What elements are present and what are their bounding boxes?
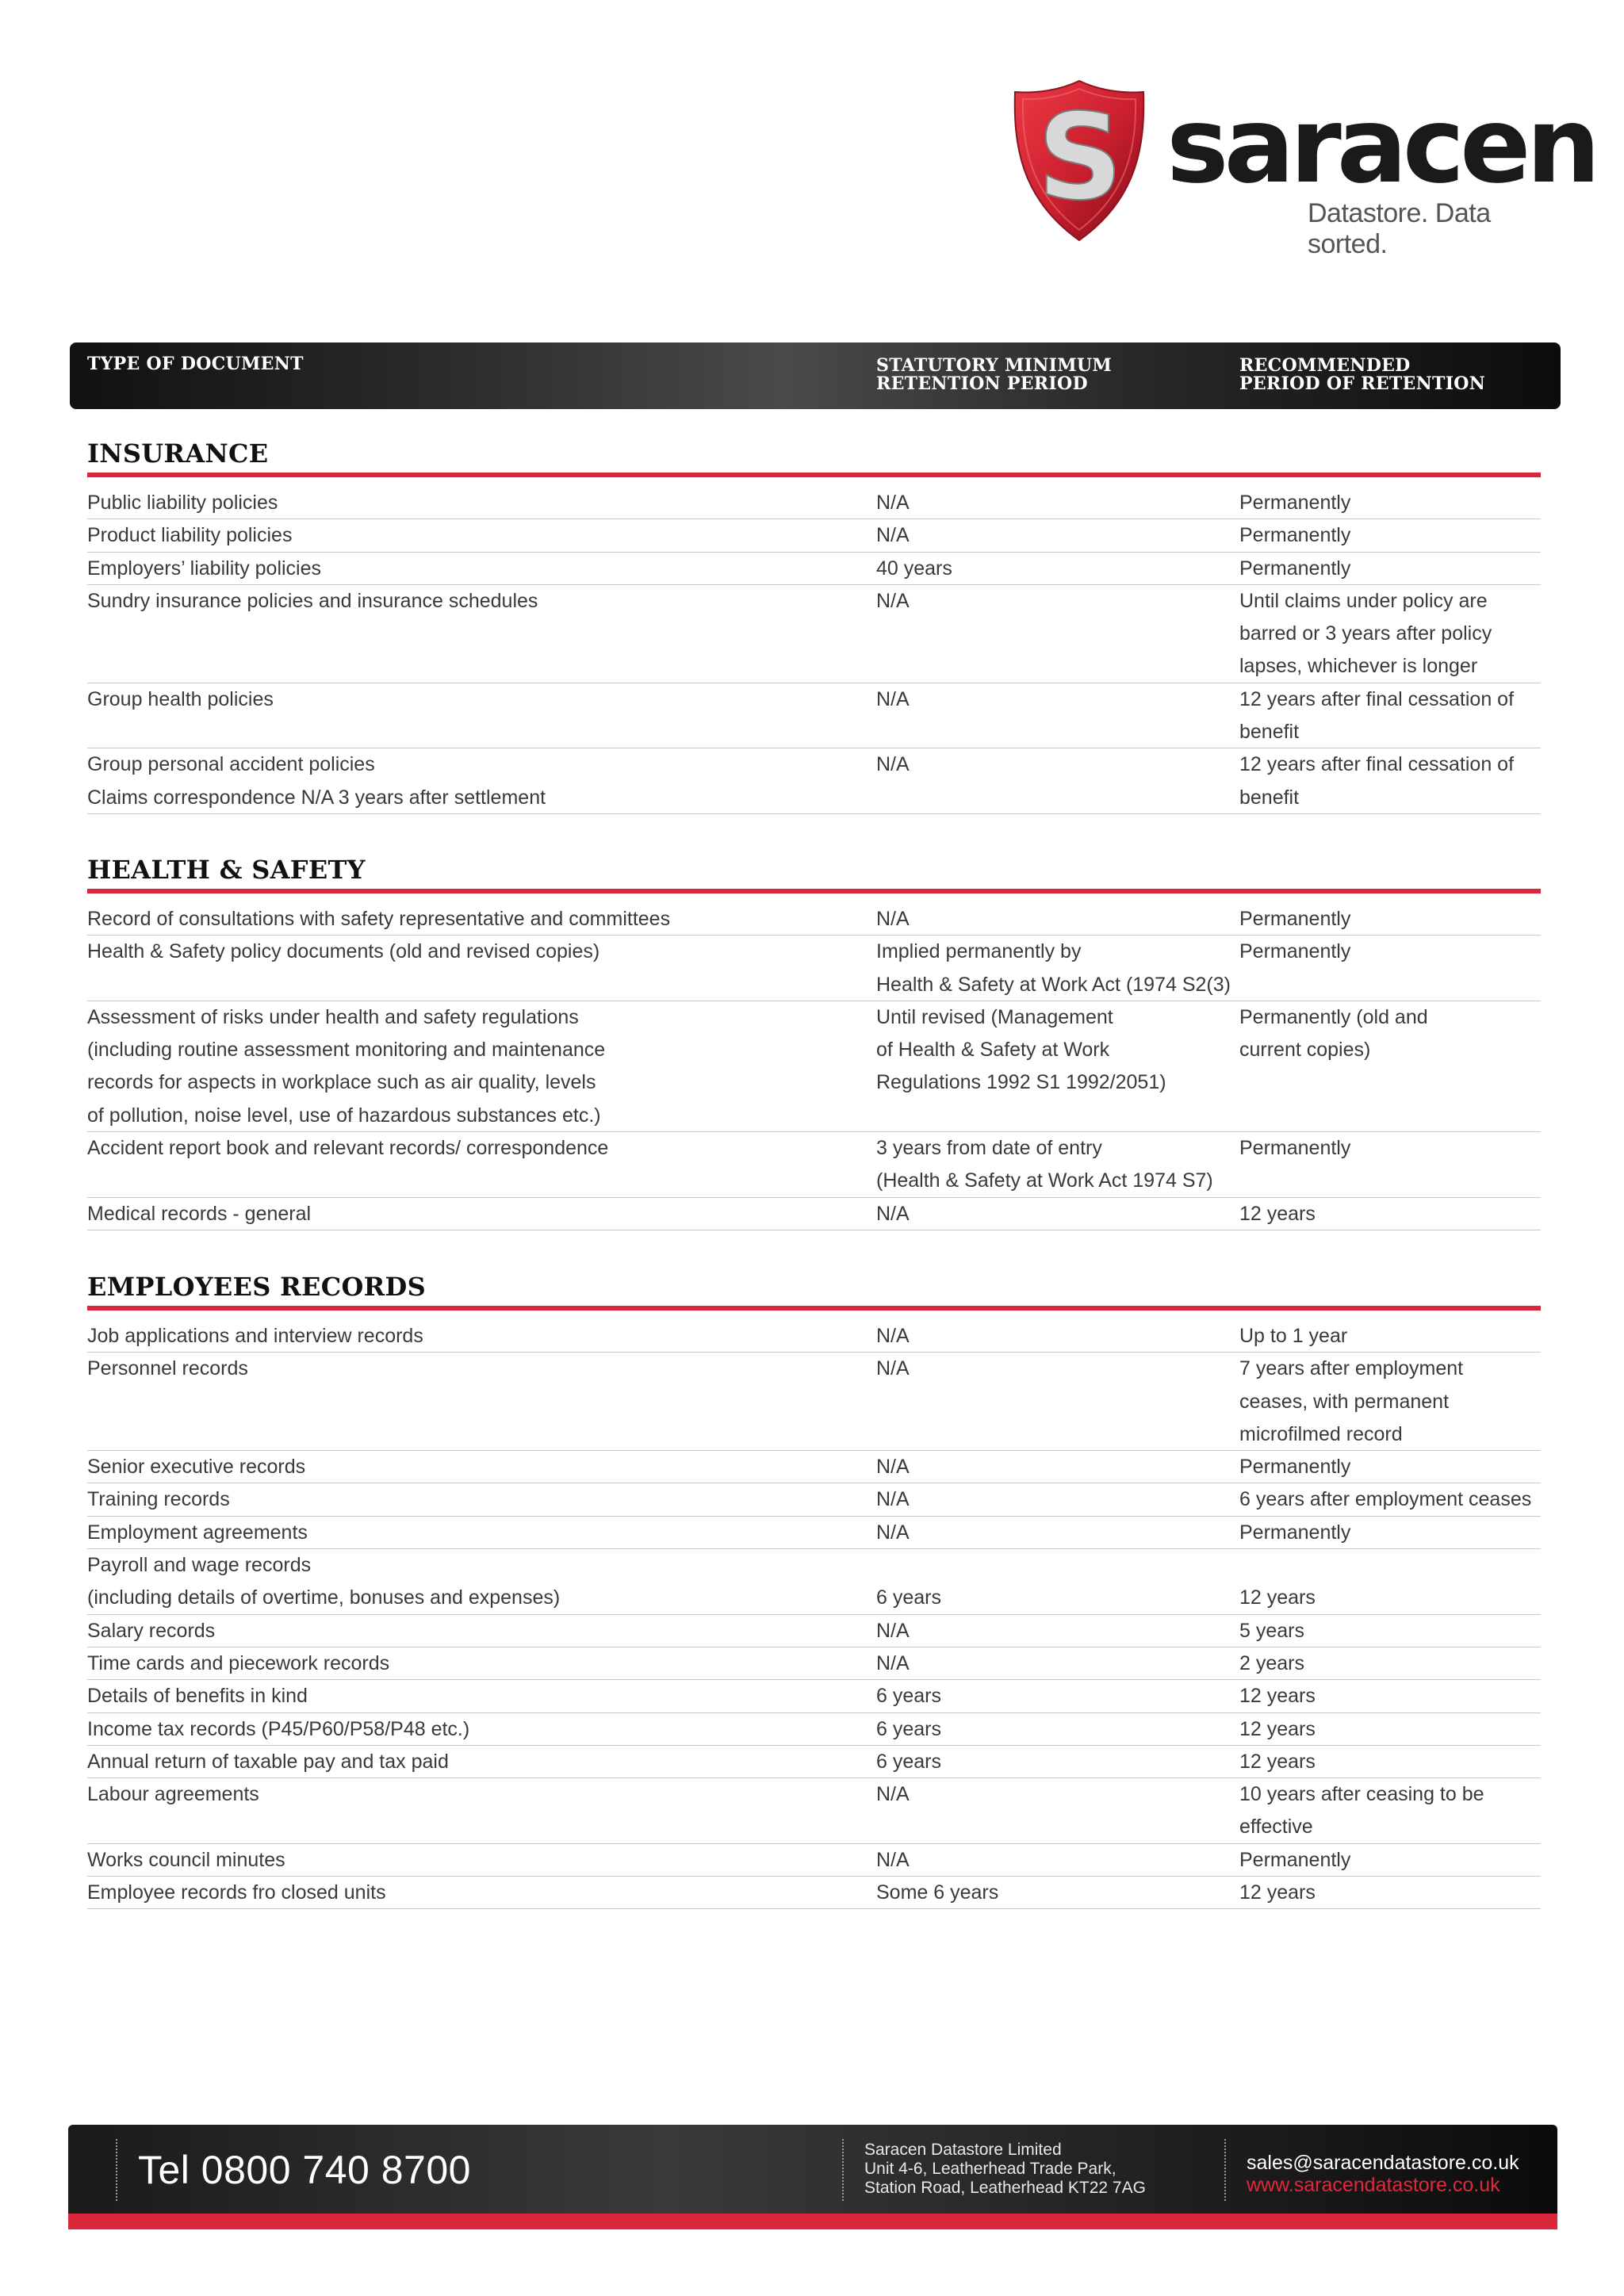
section-title: HEALTH & SAFETY [87,855,366,885]
document-type-cell: Senior executive records [87,1456,306,1479]
document-type-cell: Income tax records (P45/P60/P58/P48 etc.) [87,1717,470,1740]
table-row [87,1198,1541,1230]
table-row [87,1746,1541,1778]
statutory-period-cell: N/A [876,1619,910,1642]
document-type-cell: Sundry insurance policies and insurance schedules [87,589,538,612]
statutory-period-cell: N/A [876,1521,910,1544]
statutory-period-cell: 6 years [876,1750,941,1773]
footer-bar [68,2125,1557,2214]
statutory-period-cell: N/A [876,1357,910,1380]
recommended-period-cell: Permanently [1239,1848,1351,1871]
recommended-period-cell: 12 years [1239,1685,1316,1708]
document-type-cell: Training records [87,1488,230,1511]
statutory-period-cell: 40 years [876,557,952,580]
table-row [87,1778,1541,1844]
document-type-cell: Accident report book and relevant records/ correspondence [87,1137,609,1160]
statutory-period-cell: Implied permanently by Health & Safety at Work Act (1974 S2(3) [876,940,1231,996]
statutory-period-cell: N/A [876,492,910,514]
recommended-period-cell: Permanently [1239,908,1351,930]
recommended-period-cell: 12 years after final cessation of benefit [1239,687,1515,744]
footer-divider [1224,2139,1226,2201]
table-row [87,1713,1541,1746]
section-title: INSURANCE [87,438,269,469]
document-type-cell: Group personal accident policies Claims correspondence N/A 3 years after settlement [87,753,546,809]
recommended-period-cell: Until claims under policy are barred or 3 years after policy lapses, whichever is longer [1239,589,1492,678]
document-type-cell: Works council minutes [87,1848,285,1871]
section-title: EMPLOYEES RECORDS [87,1272,427,1302]
recommended-period-cell: Permanently (old and current copies) [1239,1005,1428,1062]
recommended-period-cell: Permanently [1239,940,1351,963]
document-type-cell: Salary records [87,1619,216,1642]
table-row [87,519,1541,552]
header-type-of-document: TYPE OF DOCUMENT [87,354,304,374]
statutory-period-cell: N/A [876,1202,910,1225]
table-row [87,1320,1541,1353]
statutory-period-cell: Until revised (Management of Health & Safety at Work Regulations 1992 S1 1992/2051) [876,1005,1166,1094]
footer-red-stripe [68,2214,1557,2229]
statutory-period-cell: N/A [876,908,910,930]
recommended-period-cell: Up to 1 year [1239,1325,1348,1347]
recommended-period-cell: Permanently [1239,1137,1351,1160]
table-row [87,1877,1541,1909]
statutory-period-cell: 6 years [876,1586,941,1609]
statutory-period-cell: 6 years [876,1717,941,1740]
footer-telephone[interactable]: Tel 0800 740 8700 [138,2148,471,2192]
document-type-cell: Employee records fro closed units [87,1881,386,1904]
recommended-period-cell: 5 years [1239,1619,1304,1642]
statutory-period-cell: 6 years [876,1685,941,1708]
table-header [70,342,1561,409]
brand-tagline: Datastore. Data sorted. [1308,198,1491,259]
section-rule [87,473,1541,477]
statutory-period-cell: N/A [876,1456,910,1479]
table-row [87,487,1541,519]
table-row [87,585,1541,683]
table-row [87,1001,1541,1132]
recommended-period-cell: Permanently [1239,1521,1351,1544]
statutory-period-cell: N/A [876,1651,910,1674]
shield-logo-icon [1012,79,1147,242]
recommended-period-cell: 6 years after employment ceases [1239,1488,1532,1511]
table-row [87,1549,1541,1615]
section-employees-records [87,1271,1541,1909]
table-row [87,1680,1541,1712]
statutory-period-cell: N/A [876,1783,910,1806]
recommended-period-cell: 10 years after ceasing to be effective [1239,1783,1484,1839]
section-rows [87,903,1541,1230]
statutory-period-cell: N/A [876,1848,910,1871]
statutory-period-cell: N/A [876,589,910,612]
section-rule [87,889,1541,894]
saracen-logo [1012,79,1596,259]
recommended-period-cell: 12 years [1239,1586,1316,1609]
document-type-cell: Record of consultations with safety representative and committees [87,908,671,930]
document-type-cell: Assessment of risks under health and safety regulations (including routine assessment monitoring and maintenance records for aspects in workplace such as air quality, levels of pollution, noise level, use of hazardous substances etc.) [87,1005,606,1127]
table-row [87,553,1541,585]
statutory-period-cell: N/A [876,1325,910,1347]
section-rows [87,1320,1541,1909]
table-row [87,1353,1541,1451]
section-insurance [87,438,1541,814]
statutory-period-cell: 3 years from date of entry (Health & Safety at Work Act 1974 S7) [876,1137,1213,1192]
table-row [87,1647,1541,1680]
table-row [87,1132,1541,1198]
table-row [87,936,1541,1001]
document-type-cell: Personnel records [87,1357,248,1380]
statutory-period-cell: N/A [876,687,910,710]
recommended-period-cell: Permanently [1239,557,1351,580]
document-type-cell: Group health policies [87,687,274,710]
recommended-period-cell: Permanently [1239,492,1351,514]
recommended-period-cell: 12 years [1239,1750,1316,1773]
recommended-period-cell: 12 years [1239,1881,1316,1904]
section-health-safety [87,854,1541,1230]
recommended-period-cell: 12 years [1239,1717,1316,1740]
recommended-period-cell: 7 years after employment ceases, with permanent microfilmed record [1239,1357,1464,1445]
statutory-period-cell: N/A [876,753,910,776]
recommended-period-cell: Permanently [1239,1456,1351,1479]
statutory-period-cell: N/A [876,1488,910,1511]
footer-divider [116,2139,117,2201]
statutory-period-cell: Some 6 years [876,1881,999,1904]
document-type-cell: Medical records - general [87,1202,312,1225]
recommended-period-cell: Permanently [1239,524,1351,547]
recommended-period-cell: 2 years [1239,1651,1304,1674]
footer-address: Saracen Datastore Limited Unit 4-6, Leatherhead Trade Park, Station Road, Leatherhead KT22 7AG [864,2141,1146,2197]
document-type-cell: Annual return of taxable pay and tax paid [87,1750,449,1773]
table-row [87,1517,1541,1549]
table-row [87,683,1541,749]
header-statutory-minimum: STATUTORY MINIMUM RETENTION PERIOD [876,355,1113,394]
table-row [87,1451,1541,1483]
table-row [87,1483,1541,1516]
table-row [87,903,1541,936]
footer-email-link[interactable]: sales@saracendatastore.co.uk [1247,2152,1519,2174]
document-type-cell: Health & Safety policy documents (old and revised copies) [87,940,600,963]
statutory-period-cell: N/A [876,524,910,547]
section-rows [87,487,1541,814]
footer-divider [842,2139,844,2201]
table-row [87,1844,1541,1877]
document-type-cell: Labour agreements [87,1783,259,1806]
section-rule [87,1306,1541,1311]
document-type-cell: Job applications and interview records [87,1325,423,1347]
table-row [87,1615,1541,1647]
document-type-cell: Time cards and piecework records [87,1651,390,1674]
recommended-period-cell: 12 years after final cessation of benefit [1239,753,1515,809]
header-recommended-period: RECOMMENDED PERIOD OF RETENTION [1239,355,1486,394]
recommended-period-cell: 12 years [1239,1202,1316,1225]
logo-letter: S [1036,89,1124,227]
document-type-cell: Details of benefits in kind [87,1685,308,1708]
brand-name: saracen [1166,85,1596,207]
document-type-cell: Payroll and wage records (including details of overtime, bonuses and expenses) [87,1554,561,1609]
footer-website-link[interactable]: www.saracendatastore.co.uk [1247,2174,1500,2196]
document-type-cell: Product liability policies [87,524,293,547]
table-row [87,748,1541,814]
document-type-cell: Employers’ liability policies [87,557,322,580]
document-type-cell: Employment agreements [87,1521,308,1544]
document-type-cell: Public liability policies [87,492,278,514]
